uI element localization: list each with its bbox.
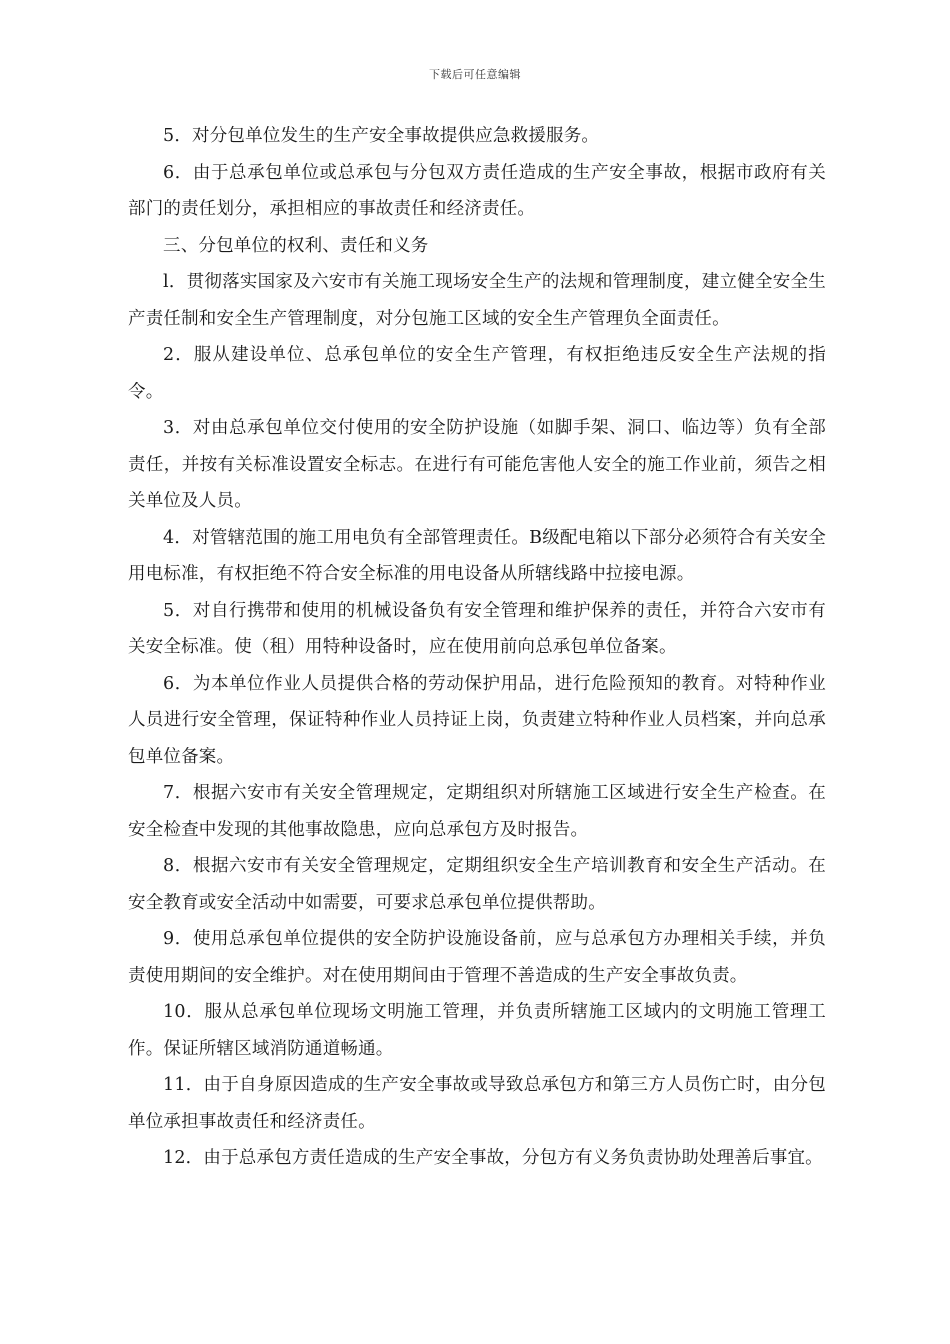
paragraph-item-7-inspection: 7．根据六安市有关安全管理规定，定期组织对所辖施工区域进行安全生产检查。在安全检查中发现的其他事故隐患，应向总承包方及时报告。 bbox=[128, 783, 826, 840]
paragraph-item-5-emergency-rescue: 5．对分包单位发生的生产安全事故提供应急救援服务。 bbox=[163, 126, 600, 146]
paragraph-item-10-civilized-construction: 10．服从总承包单位现场文明施工管理，并负责所辖施工区域内的文明施工管理工作。保证所辖区域消防通道畅通。 bbox=[128, 1002, 826, 1059]
paragraph-item-9-facility-usage: 9．使用总承包单位提供的安全防护设施设备前，应与总承包方办理相关手续，并负责使用期间的安全维护。对在使用期间由于管理不善造成的生产安全事故负责。 bbox=[128, 929, 826, 986]
section-heading-subcontractor-rights: 三、分包单位的权利、责任和义务 bbox=[163, 235, 429, 256]
paragraph-item-2-obey-management: 2．服从建设单位、总承包单位的安全生产管理，有权拒绝违反安全生产法规的指令。 bbox=[128, 345, 826, 402]
paragraph-item-6-liability: 6．由于总承包单位或总承包与分包双方责任造成的生产安全事故，根据市政府有关部门的责任划分，承担相应的事故责任和经济责任。 bbox=[128, 162, 826, 219]
paragraph-item-8-training: 8．根据六安市有关安全管理规定，定期组织安全生产培训教育和安全生产活动。在安全教育或安全活动中如需要，可要求总承包单位提供帮助。 bbox=[128, 856, 826, 913]
paragraph-item-3-protective-facilities: 3．对由总承包单位交付使用的安全防护设施（如脚手架、洞口、临边等）负有全部责任，并按有关标准设置安全标志。在进行有可能危害他人安全的施工作业前，须告之相关单位及人员。 bbox=[128, 418, 826, 511]
document-body bbox=[128, 118, 826, 1177]
paragraph-item-6-protective-equipment: 6．为本单位作业人员提供合格的劳动保护用品，进行危险预知的教育。对特种作业人员进行安全管理，保证特种作业人员持证上岗，负责建立特种作业人员档案，并向总承包单位备案。 bbox=[128, 673, 826, 767]
paragraph-item-4-electricity: 4．对管辖范围的施工用电负有全部管理责任。B级配电箱以下部分必须符合有关安全用电标准，有权拒绝不符合安全标准的用电设备从所辖线路中拉接电源。 bbox=[128, 527, 826, 584]
paragraph-item-1-regulations: l．贯彻落实国家及六安市有关施工现场安全生产的法规和管理制度，建立健全安全生产责任制和安全生产管理制度，对分包施工区域的安全生产管理负全面责任。 bbox=[128, 272, 826, 329]
page-header: 下载后可任意编辑 bbox=[429, 68, 521, 81]
paragraph-item-12-assist-aftermath: 12．由于总承包方责任造成的生产安全事故，分包方有义务负责协助处理善后事宜。 bbox=[163, 1148, 823, 1168]
paragraph-item-11-own-accidents: 11．由于自身原因造成的生产安全事故或导致总承包方和第三方人员伤亡时，由分包单位承担事故责任和经济责任。 bbox=[128, 1075, 826, 1132]
paragraph-item-5-machinery: 5．对自行携带和使用的机械设备负有安全管理和维护保养的责任，并符合六安市有关安全标准。使（租）用特种设备时，应在使用前向总承包单位备案。 bbox=[128, 600, 826, 657]
